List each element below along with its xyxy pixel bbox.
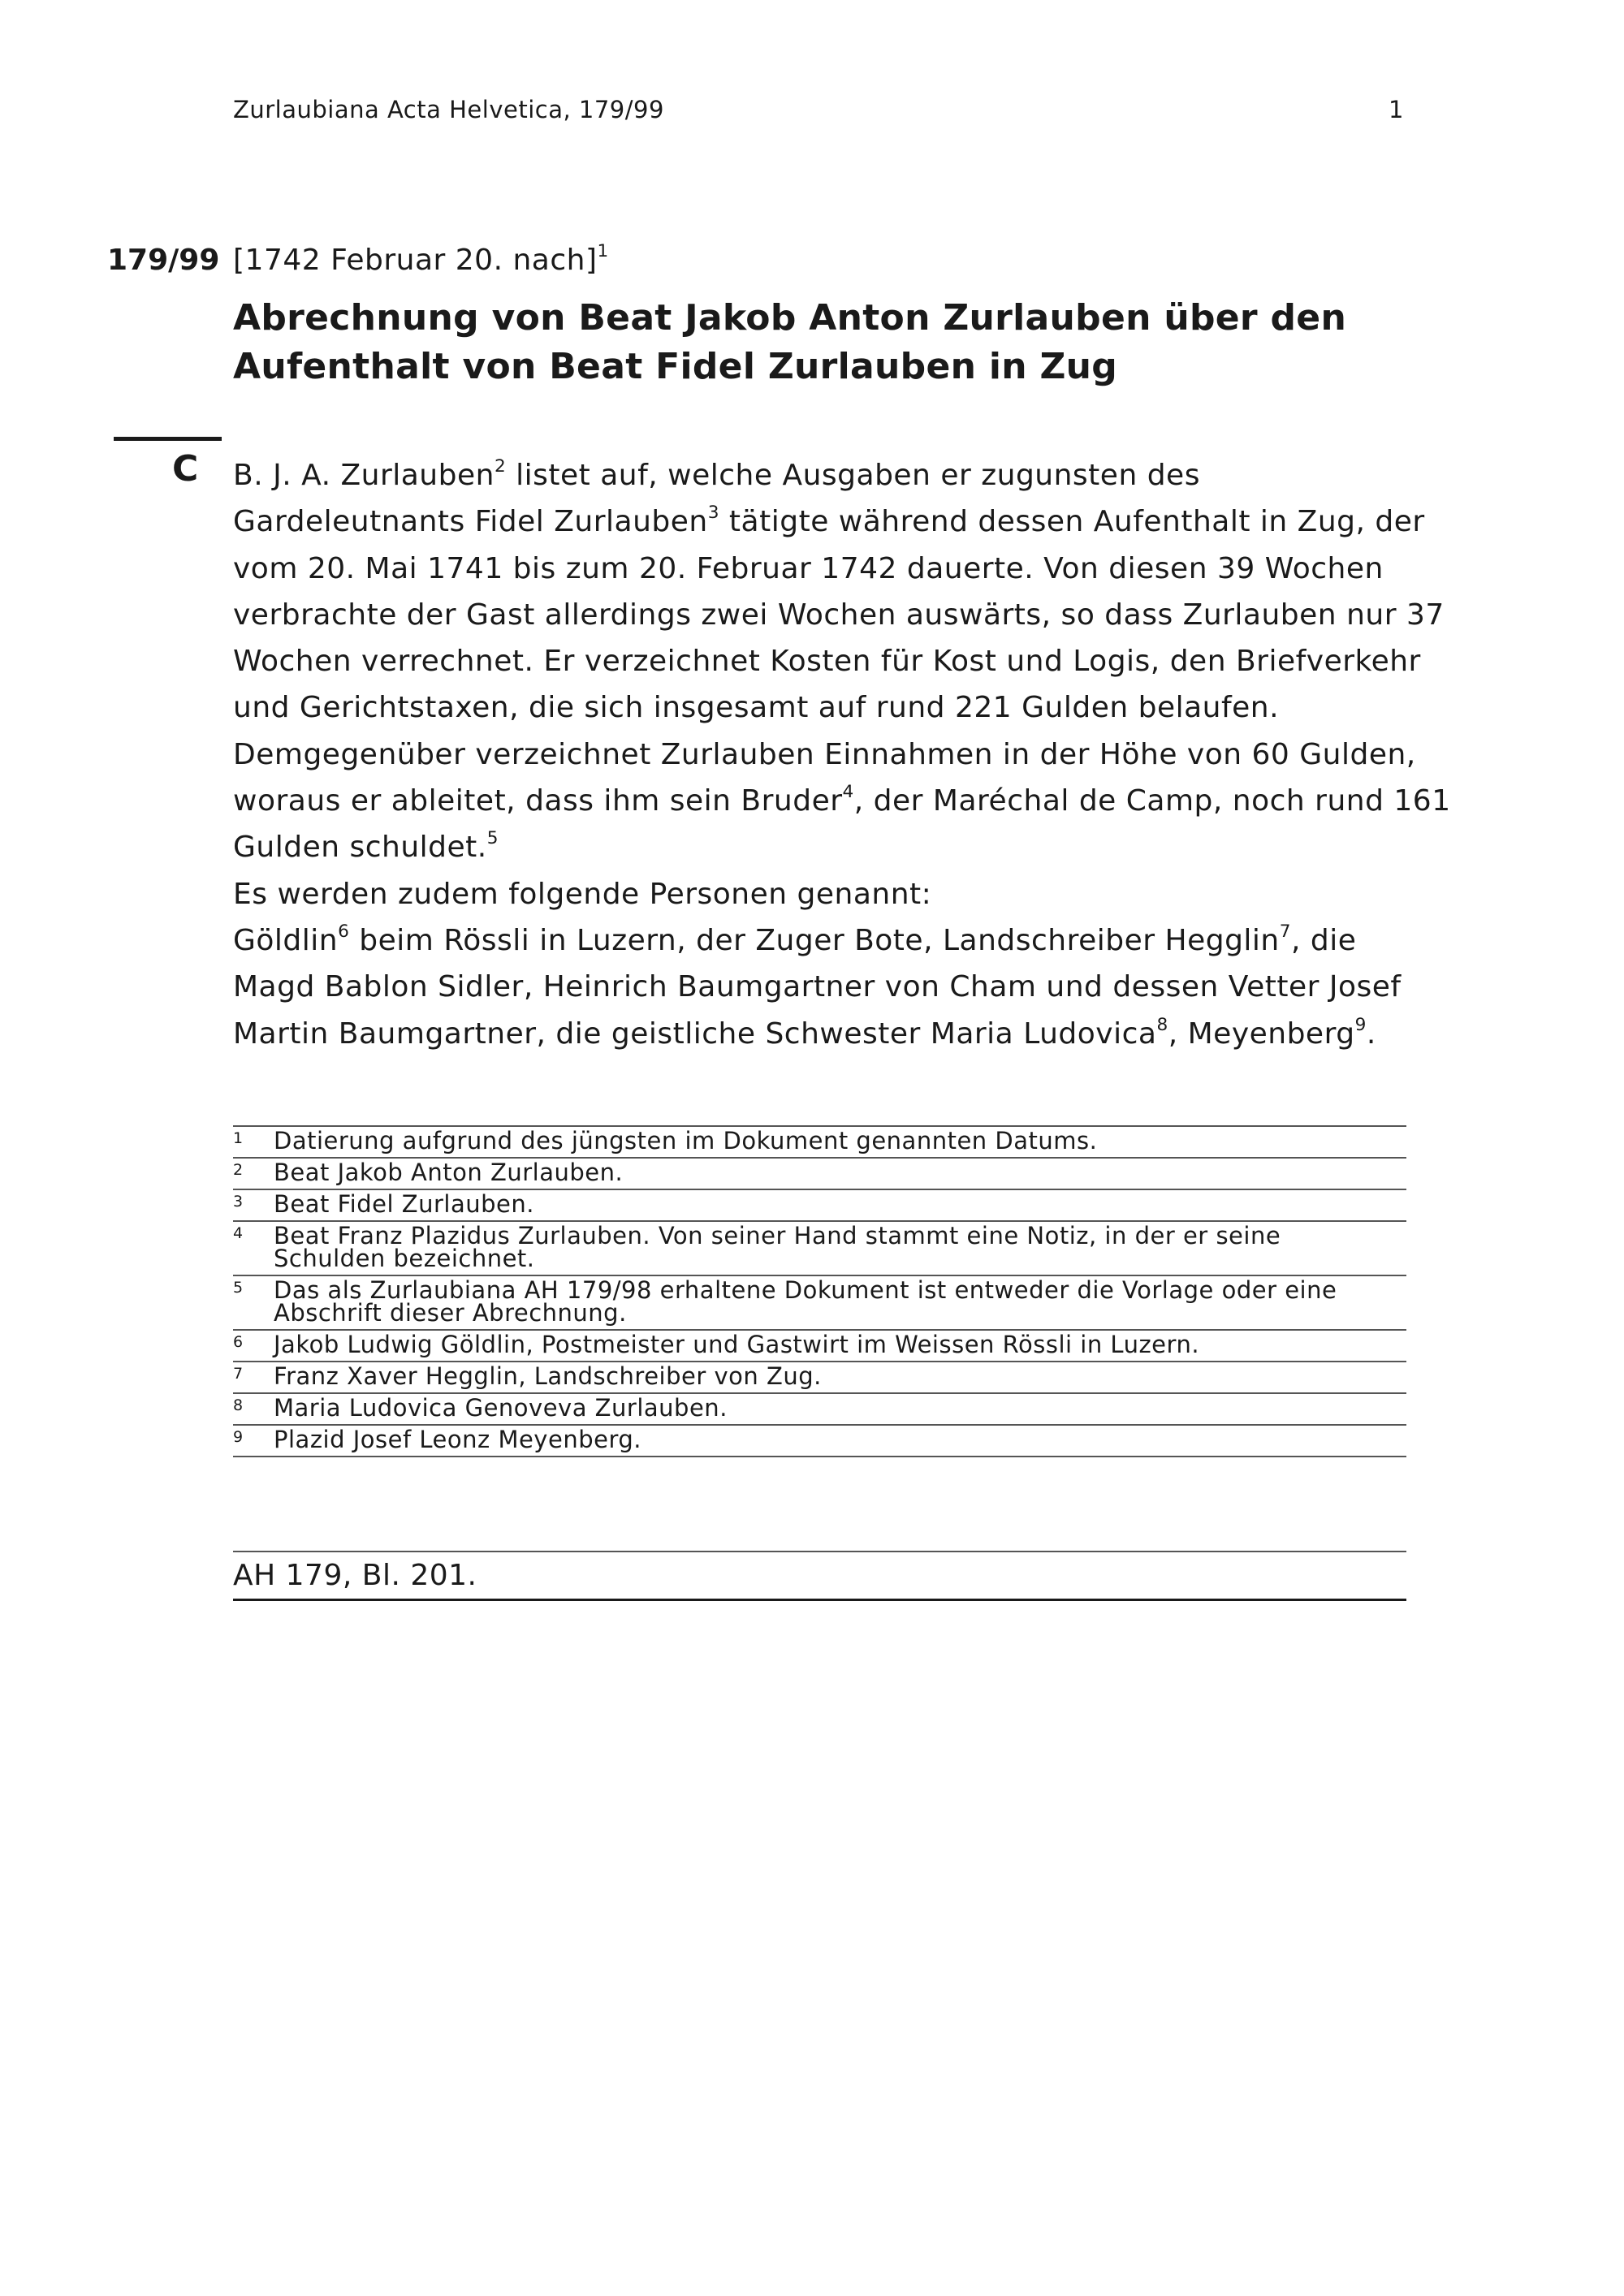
footnote-ref[interactable]: 7 <box>1279 921 1292 942</box>
document-number: 179/99 <box>107 244 220 277</box>
footnote-ref[interactable]: 9 <box>1354 1014 1367 1035</box>
footnote-number: 7 <box>233 1365 244 1383</box>
running-header-title: Zurlaubiana Acta Helvetica, 179/99 <box>233 96 664 123</box>
footnote-text: Abschrift dieser Abrechnung. <box>274 1299 627 1327</box>
summary-line: woraus er ableitet, dass ihm sein Bruder$^4$, der Maréchal de Camp, noch rund 161 <box>233 781 1451 818</box>
summary-line: Gardeleutnants Fidel Zurlauben$^3$ tätigte während dessen Aufenthalt in Zug, der <box>233 503 1425 539</box>
footnote-ref[interactable]: 3 <box>707 503 719 524</box>
footnote-ref[interactable]: 4 <box>842 781 854 802</box>
footnote-ref[interactable]: 1 <box>597 240 609 261</box>
footnote-text: Schulden bezeichnet. <box>274 1245 535 1272</box>
footnote-text: Beat Fidel Zurlauben. <box>274 1190 534 1218</box>
footnote-ref[interactable]: 8 <box>1156 1014 1168 1035</box>
footnote-row <box>233 1159 1406 1190</box>
footnote-number: 6 <box>233 1333 244 1351</box>
summary-line: Demgegenüber verzeichnet Zurlauben Einnahmen in der Höhe von 60 Gulden, <box>233 737 1416 771</box>
summary-line: B. J. A. Zurlauben$^2$ listet auf, welche Ausgaben er zugunsten des <box>233 455 1200 492</box>
footnote-text: Beat Franz Plazidus Zurlauben. Von seiner Hand stammt eine Notiz, in der er seine <box>274 1222 1281 1249</box>
footnote-row <box>233 1276 1406 1331</box>
footnote-number: 8 <box>233 1396 244 1414</box>
document-date: [1742 Februar 20. nach]$^1$ <box>233 240 609 277</box>
footnote-text: Maria Ludovica Genoveva Zurlauben. <box>274 1394 728 1422</box>
footnote-text: Datierung aufgrund des jüngsten im Dokument genannten Datums. <box>274 1127 1098 1154</box>
footnote-number: 2 <box>233 1161 244 1179</box>
section-rule <box>114 437 222 441</box>
summary-line: Gulden schuldet.$^5$ <box>233 828 499 865</box>
footnote-text: Beat Jakob Anton Zurlauben. <box>274 1159 624 1186</box>
title-line: Abrechnung von Beat Jakob Anton Zurlauben über den <box>233 297 1347 339</box>
summary-line: vom 20. Mai 1741 bis zum 20. Februar 1742 dauerte. Von diesen 39 Wochen <box>233 551 1384 585</box>
summary-line: Magd Bablon Sidler, Heinrich Baumgartner von Cham und dessen Vetter Josef <box>233 970 1402 1004</box>
footnote-number: 5 <box>233 1279 244 1297</box>
copy-marker: C <box>172 448 199 490</box>
summary-text <box>233 452 1451 1057</box>
footnote-ref[interactable]: 5 <box>486 828 499 849</box>
footnote-text: Jakob Ludwig Göldlin, Postmeister und Gastwirt im Weissen Rössli in Luzern. <box>274 1331 1200 1358</box>
footnote-ref[interactable]: 2 <box>494 455 507 477</box>
footnotes-table <box>233 1125 1406 1457</box>
footnote-text: Das als Zurlaubiana AH 179/98 erhaltene Dokument ist entweder die Vorlage oder eine <box>274 1276 1337 1304</box>
footnote-row <box>233 1394 1406 1426</box>
footnote-text: Plazid Josef Leonz Meyenberg. <box>274 1426 641 1453</box>
footnote-number: 4 <box>233 1224 244 1242</box>
summary-line: verbrachte der Gast allerdings zwei Wochen auswärts, so dass Zurlauben nur 37 <box>233 598 1445 632</box>
footnote-row <box>233 1331 1406 1362</box>
footnote-row <box>233 1127 1406 1159</box>
title-line: Aufenthalt von Beat Fidel Zurlauben in Zug <box>233 346 1118 387</box>
footnote-row <box>233 1426 1406 1457</box>
page-number: 1 <box>1389 96 1404 123</box>
footnote-ref[interactable]: 6 <box>338 921 350 942</box>
summary-line: Göldlin$^6$ beim Rössli in Luzern, der Zuger Bote, Landschreiber Hegglin$^7$, die <box>233 921 1357 957</box>
footnote-row <box>233 1190 1406 1222</box>
summary-line: Wochen verrechnet. Er verzeichnet Kosten für Kost und Logis, den Briefverkehr <box>233 645 1421 679</box>
footnote-number: 3 <box>233 1193 244 1211</box>
summary-line: und Gerichtstaxen, die sich insgesamt auf rund 221 Gulden belaufen. <box>233 691 1280 725</box>
footnote-text: Franz Xaver Hegglin, Landschreiber von Zug. <box>274 1362 822 1390</box>
footnote-number: 1 <box>233 1129 244 1147</box>
summary-line: Martin Baumgartner, die geistliche Schwester Maria Ludovica$^8$, Meyenberg$^9$. <box>233 1014 1376 1051</box>
footnote-row <box>233 1222 1406 1276</box>
summary-line: Es werden zudem folgende Personen genannt: <box>233 877 932 911</box>
document-title <box>233 294 1410 391</box>
footnote-number: 9 <box>233 1428 244 1446</box>
source-reference: AH 179, Bl. 201. <box>233 1551 1406 1601</box>
footnote-row <box>233 1362 1406 1394</box>
